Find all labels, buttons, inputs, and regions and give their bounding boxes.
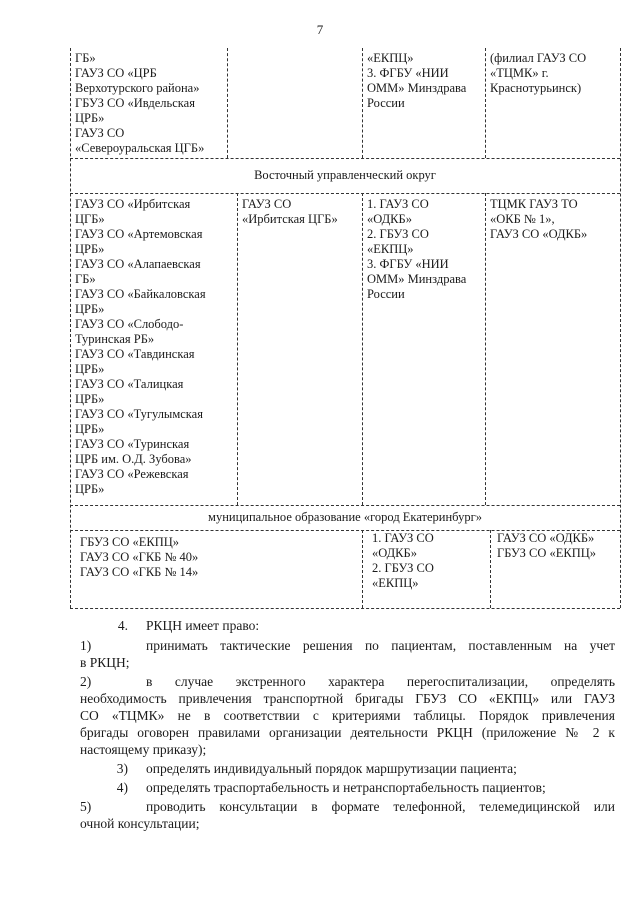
- cell-line: ГАУЗ СО «Тавдинская: [75, 347, 195, 361]
- table-line: [485, 48, 486, 158]
- item-3: [80, 760, 615, 777]
- cell-line: ГБУЗ СО «ЕКПЦ»: [80, 535, 180, 549]
- cell-line: ЦРБ им. О.Д. Зубова»: [75, 452, 192, 466]
- cell-line: «ОДКБ»: [367, 212, 412, 226]
- section-east-heading: Восточный управленческий округ: [254, 168, 436, 182]
- cell-line: ГАУЗ СО «Алапаевская: [75, 257, 201, 271]
- table-line: [485, 193, 486, 505]
- cell-line: ГБ»: [75, 272, 96, 286]
- cell-line: ГАУЗ СО «ОДКБ»: [497, 531, 595, 545]
- row3-col1-cell: [80, 535, 198, 580]
- item-2-line3: СО «ТЦМК» не в соответствии с критериями таблицы. Порядок привлечения: [80, 708, 615, 723]
- row1-col4-cell: [490, 51, 586, 96]
- row2-col3-cell: [367, 197, 466, 302]
- item-text: определять индивидуальный порядок маршрутизации пациента;: [146, 761, 517, 776]
- row2-col2-cell: [242, 197, 338, 227]
- item-text: принимать тактические решения по пациентам, поставленным на учет: [146, 638, 615, 653]
- paragraph-4: [80, 617, 615, 634]
- item-number: 5): [80, 799, 92, 814]
- cell-line: ГАУЗ СО «Талицкая: [75, 377, 184, 391]
- cell-line: ТЦМК ГАУЗ ТО: [490, 197, 578, 211]
- row2-col1-cell: [75, 197, 206, 497]
- table-line: [237, 193, 238, 505]
- cell-line: ЦРБ»: [75, 422, 105, 436]
- table-line: [362, 48, 363, 158]
- cell-line: «ЕКПЦ»: [367, 51, 414, 65]
- cell-line: ГАУЗ СО «Слободо-: [75, 317, 184, 331]
- table-line: [70, 193, 620, 194]
- cell-line: «Ирбитская ЦГБ»: [242, 212, 338, 226]
- cell-line: ГАУЗ СО «ЦРБ: [75, 66, 157, 80]
- item-1-line2: в РКЦН;: [80, 655, 130, 670]
- cell-line: ЦРБ»: [75, 482, 105, 496]
- cell-line: ОММ» Минздрава: [367, 272, 467, 286]
- cell-line: «ТЦМК» г.: [490, 66, 549, 80]
- item-number: 4): [116, 780, 128, 795]
- row3-col3-cell: [372, 531, 434, 591]
- item-2-line4: бригады оговорен правилами организации деятельности РКЦН (приложение № 2 к: [80, 725, 615, 740]
- cell-line: ГБУЗ СО «Ивдельская: [75, 96, 195, 110]
- cell-line: Туринская РБ»: [75, 332, 155, 346]
- row2-col4-cell: [490, 197, 587, 242]
- cell-line: ЦРБ»: [75, 302, 105, 316]
- cell-line: 1. ГАУЗ СО: [372, 531, 434, 545]
- section-ekb-heading: муниципальное образование «город Екатеринбург»: [208, 510, 482, 524]
- cell-line: ЦРБ»: [75, 392, 105, 406]
- cell-line: ГАУЗ СО «Режевская: [75, 467, 189, 481]
- item-text: в случае экстренного характера перегоспитализации, определять: [146, 674, 615, 689]
- cell-line: ГАУЗ СО «Туринская: [75, 437, 190, 451]
- routing-table: [70, 48, 620, 608]
- item-number: 3): [116, 761, 128, 776]
- item-text: определять траспортабельность и нетранспортабельность пациентов;: [146, 780, 546, 795]
- cell-line: 3. ФГБУ «НИИ: [367, 257, 449, 271]
- cell-line: России: [367, 287, 405, 301]
- cell-line: ГАУЗ СО «Ирбитская: [75, 197, 191, 211]
- table-line: [70, 158, 620, 159]
- cell-line: (филиал ГАУЗ СО: [490, 51, 587, 65]
- table-line: [362, 530, 363, 608]
- cell-line: ЦРБ»: [75, 111, 105, 125]
- cell-line: ГБУЗ СО «ЕКПЦ»: [497, 546, 597, 560]
- row3-col4-cell: [497, 531, 596, 561]
- item-number: 2): [80, 674, 92, 689]
- cell-line: «ЕКПЦ»: [367, 242, 414, 256]
- cell-line: 2. ГБУЗ СО: [367, 227, 429, 241]
- cell-line: России: [367, 96, 405, 110]
- table-line: [70, 608, 620, 609]
- paragraph-text: РКЦН имеет право:: [146, 618, 260, 633]
- cell-line: ГБ»: [75, 51, 96, 65]
- cell-line: ГАУЗ СО «ГКБ № 14»: [80, 565, 199, 579]
- cell-line: ГАУЗ СО «Тугулымская: [75, 407, 203, 421]
- cell-line: ЦГБ»: [75, 212, 105, 226]
- item-5-line2: очной консультации;: [80, 816, 200, 831]
- page-number: 7: [316, 22, 324, 37]
- cell-line: 1. ГАУЗ СО: [367, 197, 429, 211]
- item-2-line1: [80, 673, 615, 690]
- item-number: 1): [80, 638, 92, 653]
- row1-col1-cell: [75, 51, 204, 156]
- item-5-line1: [80, 798, 615, 815]
- cell-line: ГАУЗ СО «Артемовская: [75, 227, 203, 241]
- table-line: [490, 530, 491, 608]
- cell-line: ГАУЗ СО: [242, 197, 292, 211]
- cell-line: 2. ГБУЗ СО: [372, 561, 434, 575]
- item-text: проводить консультации в формате телефонной, телемедицинской или: [146, 799, 615, 814]
- paragraph-number: 4.: [117, 618, 128, 633]
- cell-line: Верхотурского района»: [75, 81, 200, 95]
- item-2-line2: необходимость привлечения транспортной бригады ГБУЗ СО «ЕКПЦ» или ГАУЗ: [80, 691, 615, 706]
- table-line: [362, 193, 363, 505]
- table-line: [620, 48, 621, 608]
- cell-line: «ОДКБ»: [372, 546, 417, 560]
- table-line: [70, 505, 620, 506]
- cell-line: «ЕКПЦ»: [372, 576, 419, 590]
- cell-line: «Североуральская ЦГБ»: [75, 141, 205, 155]
- cell-line: ГАУЗ СО: [75, 126, 125, 140]
- cell-line: ГАУЗ СО «ОДКБ»: [490, 227, 588, 241]
- row1-col3-cell: [367, 51, 466, 111]
- item-2-line5: настоящему приказу);: [80, 742, 207, 757]
- item-1-line1: [80, 637, 615, 654]
- item-4: [80, 779, 615, 796]
- cell-line: ЦРБ»: [75, 242, 105, 256]
- cell-line: 3. ФГБУ «НИИ: [367, 66, 449, 80]
- cell-line: ГАУЗ СО «Байкаловская: [75, 287, 206, 301]
- cell-line: «ОКБ № 1»,: [490, 212, 555, 226]
- cell-line: Краснотурьинск): [490, 81, 582, 95]
- table-line: [227, 48, 228, 158]
- cell-line: ЦРБ»: [75, 362, 105, 376]
- cell-line: ОММ» Минздрава: [367, 81, 467, 95]
- cell-line: ГАУЗ СО «ГКБ № 40»: [80, 550, 199, 564]
